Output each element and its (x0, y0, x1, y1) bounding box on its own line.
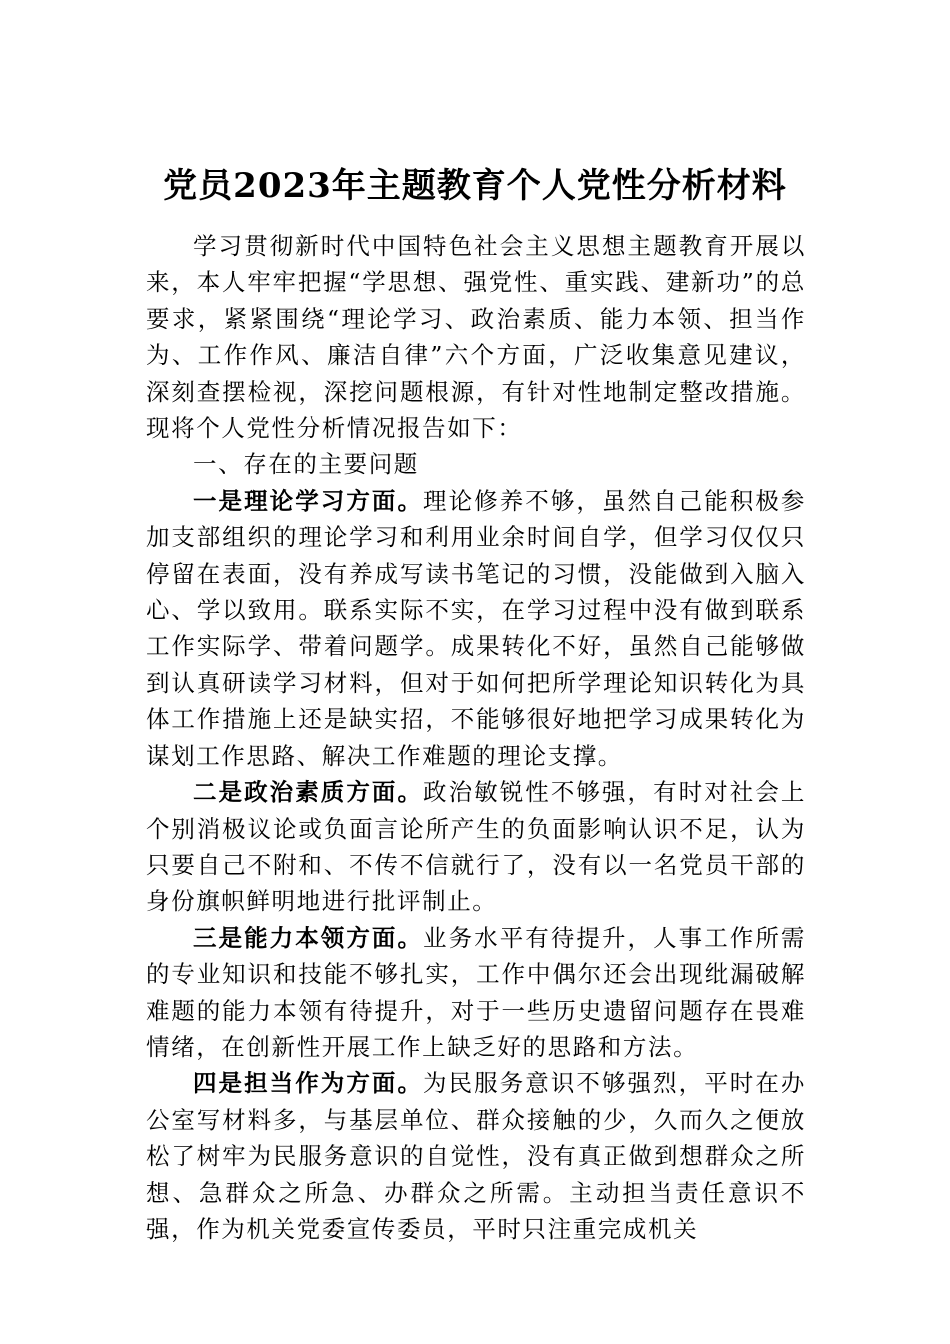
item-paragraph-2 (146, 774, 806, 920)
document-title: 党员2023年主题教育个人党性分析材料 (163, 166, 787, 206)
item-lead-4: 四是担当作为方面。 (193, 1069, 424, 1098)
document-body (146, 228, 806, 1247)
item-lead-2: 二是政治素质方面。 (193, 778, 424, 807)
intro-paragraph: 学习贯彻新时代中国特色社会主义思想主题教育开展以来，本人牢牢把握“学思想、强党性、重实践、建新功”的总要求，紧紧围绕“理论学习、政治素质、能力本领、担当作为、工作作风、廉洁自律”六个方面，广泛收集意见建议，深刻查摆检视，深挖问题根源，有针对性地制定整改措施。现将个人党性分析情况报告如下： (146, 232, 806, 443)
item-text-2: 政治敏锐性不够强，有时对社会上个别消极议论或负面言论所产生的负面影响认识不足，认为只要自己不附和、不传不信就行了，没有以一名党员干部的身份旗帜鲜明地进行批评制止。 (146, 778, 806, 916)
item-lead-3: 三是能力本领方面。 (193, 923, 424, 952)
item-lead-1: 一是理论学习方面。 (193, 486, 424, 515)
item-text-4: 为民服务意识不够强烈，平时在办公室写材料多，与基层单位、群众接触的少，久而久之便放松了树牢为民服务意识的自觉性，没有真正做到想群众之所想、急群众之所急、办群众之所需。主动担当责任意识不强，作为机关党委宣传委员，平时只注重完成机关 (146, 1069, 806, 1243)
item-paragraph-4 (146, 1065, 806, 1247)
item-paragraph-1 (146, 483, 806, 774)
section-heading: 一、存在的主要问题 (193, 450, 419, 479)
item-paragraph-3 (146, 920, 806, 1066)
item-text-1: 理论修养不够，虽然自己能积极参加支部组织的理论学习和利用业余时间自学，但学习仅仅只停留在表面，没有养成写读书笔记的习惯，没能做到入脑入心、学以致用。联系实际不实，在学习过程中没有做到联系工作实际学、带着问题学。成果转化不好，虽然自己能够做到认真研读学习材料，但对于如何把所学理论知识转化为具体工作措施上还是缺实招，不能够很好地把学习成果转化为谋划工作思路、解决工作难题的理论支撑。 (146, 486, 806, 770)
item-text-3: 业务水平有待提升，人事工作所需的专业知识和技能不够扎实，工作中偶尔还会出现纰漏破解难题的能力本领有待提升，对于一些历史遗留问题存在畏难情绪，在创新性开展工作上缺乏好的思路和方法。 (146, 923, 806, 1061)
